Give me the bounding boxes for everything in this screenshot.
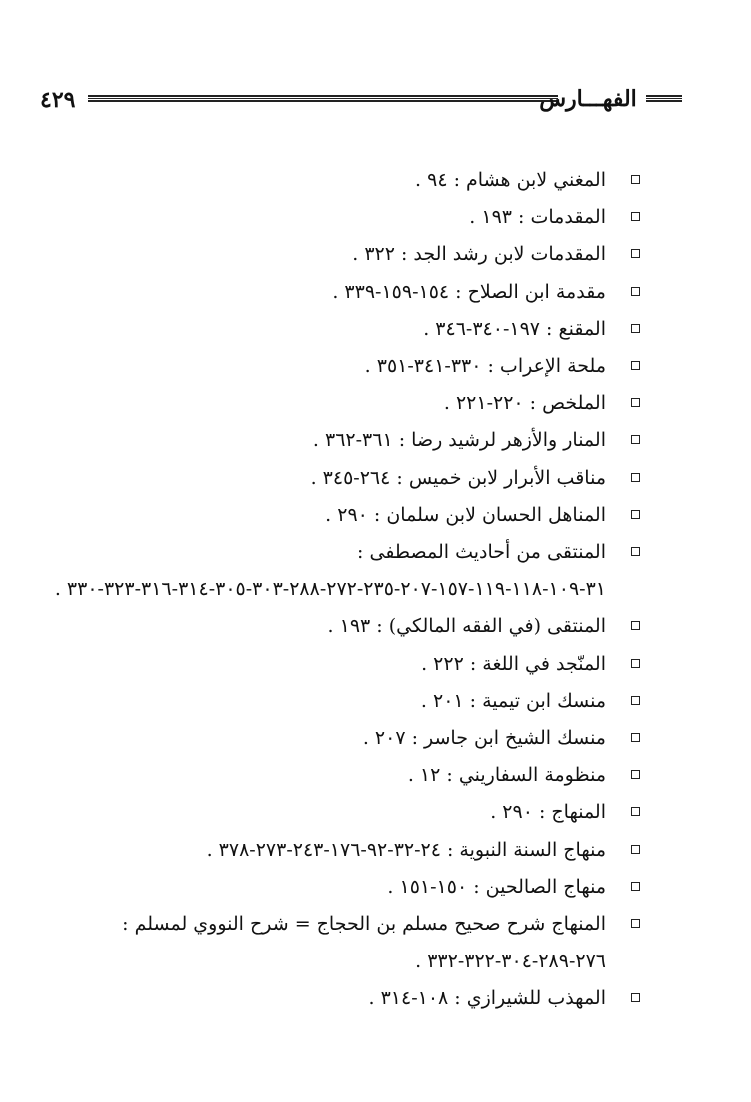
entry-text: منسك ابن تيمية : ٢٠١ . <box>420 689 606 712</box>
list-item <box>50 608 640 645</box>
square-bullet-icon <box>631 435 640 444</box>
list-item <box>50 646 640 683</box>
list-item <box>50 906 640 980</box>
square-bullet-icon <box>631 882 640 891</box>
entry-text: المهذب للشيرازي : ١٠٨-٣١٤ . <box>368 987 606 1010</box>
entry-text: ملحة الإعراب : ٣٣٠-٣٤١-٣٥١ . <box>364 355 606 378</box>
square-bullet-icon <box>631 621 640 630</box>
list-item <box>50 348 640 385</box>
square-bullet-icon <box>631 287 640 296</box>
index-entries <box>50 162 640 1018</box>
entry-text: المنهاج شرح صحيح مسلم بن الحجاج = شرح النووي لمسلم : ٢٧٦-٢٨٩-٣٠٤-٣٢٢-٣٣٢ . <box>122 913 606 973</box>
header-rule-right <box>646 95 682 102</box>
list-item <box>50 236 640 273</box>
list-item <box>50 274 640 311</box>
entry-text: منسك الشيخ ابن جاسر : ٢٠٧ . <box>362 727 606 750</box>
list-item <box>50 199 640 236</box>
list-item <box>50 534 640 608</box>
square-bullet-icon <box>631 212 640 221</box>
entry-text: مناقب الأبرار لابن خميس : ٢٦٤-٣٤٥ . <box>310 466 606 489</box>
list-item <box>50 720 640 757</box>
square-bullet-icon <box>631 845 640 854</box>
square-bullet-icon <box>631 361 640 370</box>
entry-text: منظومة السفاريني : ١٢ . <box>407 764 606 787</box>
list-item <box>50 832 640 869</box>
list-item <box>50 757 640 794</box>
entry-text: منهاج الصالحين : ١٥٠-١٥١ . <box>387 875 606 898</box>
header-rule-left <box>88 95 558 102</box>
list-item <box>50 460 640 497</box>
square-bullet-icon <box>631 175 640 184</box>
square-bullet-icon <box>631 993 640 1002</box>
entry-text: المقدمات لابن رشد الجد : ٣٢٢ . <box>352 243 606 266</box>
entry-text: المغني لابن هشام : ٩٤ . <box>415 169 606 191</box>
square-bullet-icon <box>631 473 640 482</box>
list-item <box>50 794 640 831</box>
square-bullet-icon <box>631 249 640 258</box>
list-item <box>50 980 640 1017</box>
list-item <box>50 869 640 906</box>
page-header <box>40 84 682 124</box>
square-bullet-icon <box>631 324 640 333</box>
page-title: الفهـــارس <box>539 86 637 112</box>
entry-text: المقدمات : ١٩٣ . <box>469 206 606 229</box>
list-item <box>50 311 640 348</box>
list-item <box>50 683 640 720</box>
entry-text: المنّجد في اللغة : ٢٢٢ . <box>421 652 606 675</box>
list-item <box>50 422 640 459</box>
square-bullet-icon <box>631 919 640 928</box>
entry-text: المقنع : ١٩٧-٣٤٠-٣٤٦ . <box>423 317 606 340</box>
entry-text: منهاج السنة النبوية : ٢٤-٣٢-٩٢-١٧٦-٢٤٣-٢٧٣-٣٧٨ . <box>206 838 606 861</box>
square-bullet-icon <box>631 547 640 556</box>
list-item <box>50 162 640 199</box>
entry-text: الملخص : ٢٢٠-٢٢١ . <box>443 392 606 415</box>
list-item <box>50 497 640 534</box>
entry-text: المنار والأزهر لرشيد رضا : ٣٦١-٣٦٢ . <box>312 429 606 452</box>
entry-text: المناهل الحسان لابن سلمان : ٢٩٠ . <box>325 503 606 526</box>
page-number: ٤٢٩ <box>40 87 76 113</box>
square-bullet-icon <box>631 659 640 668</box>
list-item <box>50 385 640 422</box>
entry-text: المنتقى من أحاديث المصطفى : ٣١-١٠٩-١١٨-١١٩-١٥٧-٢٠٧-٢٣٥-٢٧٢-٢٨٨-٣٠٣-٣٠٥-٣١٤-٣١٦-٣٢٣-٣٣٠ . <box>54 541 606 601</box>
square-bullet-icon <box>631 510 640 519</box>
square-bullet-icon <box>631 398 640 407</box>
entry-text: مقدمة ابن الصلاح : ١٥٤-١٥٩-٣٣٩ . <box>332 280 606 303</box>
square-bullet-icon <box>631 807 640 816</box>
entry-text: المنهاج : ٢٩٠ . <box>490 801 606 824</box>
entry-text: المنتقى (في الفقه المالكي) : ١٩٣ . <box>327 615 606 638</box>
square-bullet-icon <box>631 770 640 779</box>
square-bullet-icon <box>631 733 640 742</box>
square-bullet-icon <box>631 696 640 705</box>
